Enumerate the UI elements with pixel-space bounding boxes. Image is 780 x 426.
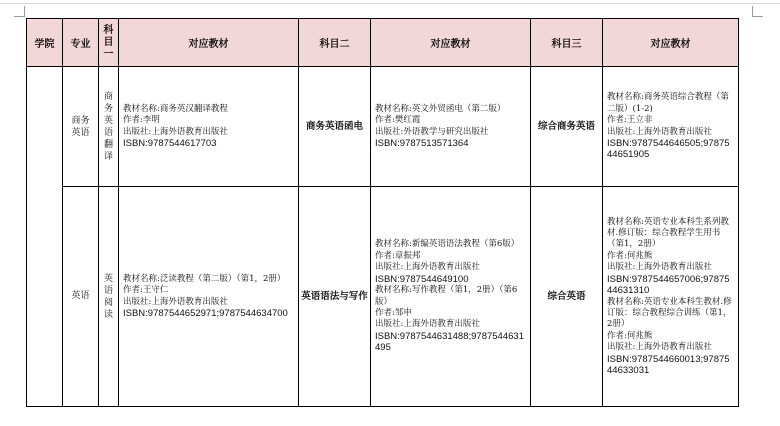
book1-cell [119, 187, 299, 407]
book-title: 教材名称:英文外贸函电（第二版） [375, 103, 506, 114]
book-isbn: ISBN:9787544657006;9787544631310 [607, 273, 730, 297]
book-publisher: 出版社:上海外语教育出版社 [375, 319, 480, 330]
header-subject2: 科目二 [299, 19, 371, 67]
book-title: 教材名称:泛读教程（第二版）（第1，2册） [123, 273, 286, 284]
book-author: 作者:李明 [123, 115, 160, 126]
major-cell: 英语 [63, 187, 99, 407]
book-isbn: ISBN:9787544617703 [123, 137, 217, 149]
book-publisher: 出版社:上海外语教育出版社 [123, 296, 228, 307]
book1-cell [119, 67, 299, 187]
book3-cell [603, 67, 739, 187]
header-major: 专业 [63, 19, 99, 67]
subject3-cell: 综合英语 [531, 187, 603, 407]
book-title: 教材名称:英语专业本科生系列教材.修订版：综合教程学生用书（第1，2册） [607, 216, 729, 250]
book-isbn: ISBN:9787544652971;9787544634700 [123, 307, 288, 319]
book-author: 作者:王立非 [607, 115, 653, 126]
subject1-cell [99, 187, 119, 407]
major-text: 商务英语 [71, 115, 90, 138]
book-publisher: 出版社:上海外语教育出版社 [607, 342, 712, 353]
book-author: 作者:何兆熊 [607, 250, 653, 261]
subject1-cell [99, 67, 119, 187]
header-textbook3: 对应教材 [603, 19, 739, 67]
book-title: 教材名称:写作教程（第1，2册）（第6版） [375, 285, 518, 307]
book-isbn: ISBN:9787513571364 [375, 137, 469, 149]
subject1-text: 英语阅读 [103, 273, 113, 320]
book2-cell [371, 187, 531, 407]
major-cell [63, 67, 99, 187]
book-author: 作者:樊红霞 [375, 115, 421, 126]
header-textbook2: 对应教材 [371, 19, 531, 67]
book-author: 作者:邹申 [375, 307, 412, 318]
subject1-text: 商务英语翻译 [103, 91, 113, 162]
book-title: 教材名称:英语专业本科生教材.修订版：综合教程综合训练（第1，2册） [607, 296, 732, 330]
page-corner-mark-left [14, 6, 25, 17]
textbook-table [26, 18, 739, 407]
book-author: 作者:何兆熊 [607, 330, 653, 341]
book-author: 作者:章振邦 [375, 250, 421, 261]
college-cell [27, 67, 63, 407]
page-corner-mark-right [752, 6, 763, 17]
header-college: 学院 [27, 19, 63, 67]
book-publisher: 出版社:上海外语教育出版社 [123, 126, 228, 137]
header-textbook1: 对应教材 [119, 19, 299, 67]
book2-cell [371, 67, 531, 187]
table-row [27, 187, 739, 407]
page-top-rule [0, 3, 780, 4]
book-isbn: ISBN:9787544646505;9787544651905 [607, 137, 730, 161]
book-publisher: 出版社:上海外语教育出版社 [607, 126, 712, 137]
book-title: 教材名称:新编英语语法教程（第6版） [375, 239, 520, 250]
header-row [27, 19, 739, 67]
book-isbn: ISBN:9787544660013;9787544633031 [607, 353, 730, 376]
table-row [27, 67, 739, 187]
subject2-cell: 英语语法与写作 [299, 187, 371, 407]
header-subject1-text: 科目一 [103, 24, 114, 60]
book3-cell [603, 187, 739, 407]
book-author: 作者:王守仁 [123, 285, 169, 296]
subject3-cell: 综合商务英语 [531, 67, 603, 187]
header-subject3: 科目三 [531, 19, 603, 67]
header-subject1 [99, 19, 119, 67]
book-title: 教材名称:商务英语综合教程（第二版）(1-2) [607, 92, 729, 114]
book-publisher: 出版社:上海外语教育出版社 [607, 262, 712, 273]
book-isbn: ISBN:9787544649100 [375, 273, 469, 285]
book-publisher: 出版社:上海外语教育出版社 [375, 262, 480, 273]
book-title: 教材名称:商务英汉翻译教程 [123, 103, 228, 114]
book-isbn: ISBN:9787544631488;9787544631495 [375, 330, 524, 354]
book-publisher: 出版社:外语教学与研究出版社 [375, 126, 489, 137]
subject2-cell: 商务英语函电 [299, 67, 371, 187]
